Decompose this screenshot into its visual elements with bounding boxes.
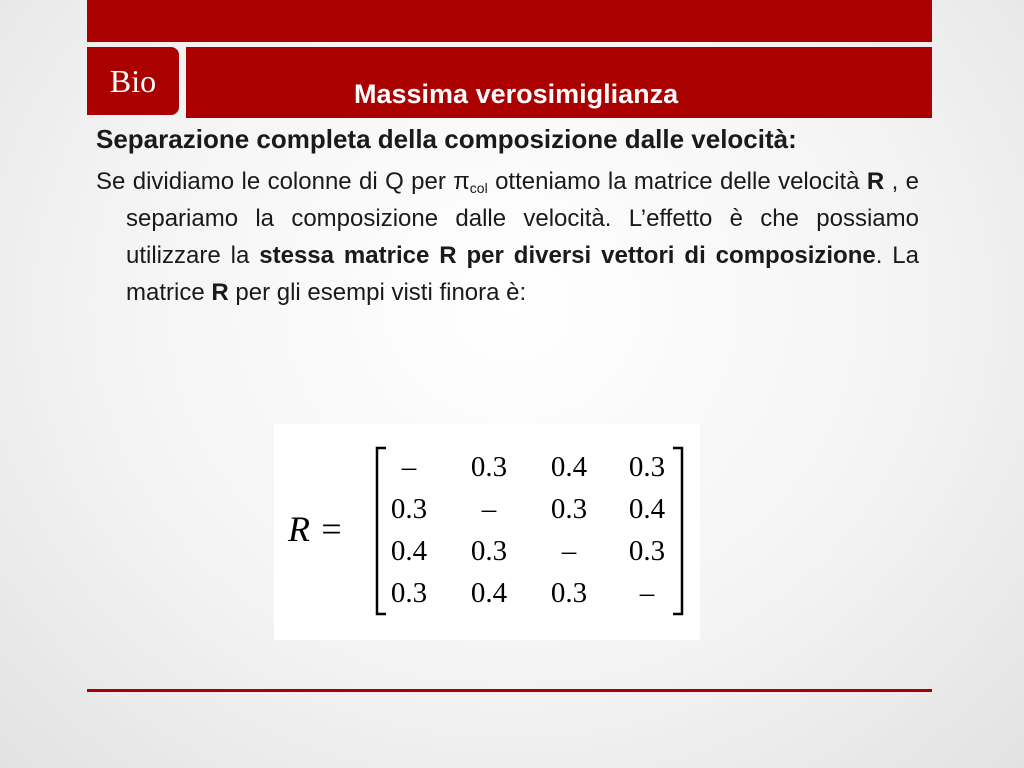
matrix-r-bold: R	[866, 168, 885, 195]
section-tag: Bio	[87, 47, 179, 115]
matrix-equation	[274, 424, 700, 640]
matrix-cell: 0.3	[550, 577, 588, 609]
bold-phrase: stessa matrice R per diversi vettori di composizione	[259, 242, 876, 269]
matrix-r-bold-2: R	[211, 279, 229, 306]
matrix-image	[274, 424, 700, 640]
slide-title: Massima verosimiglianza	[354, 79, 679, 109]
slide-content	[96, 122, 919, 311]
matrix-cell: 0.4	[390, 535, 428, 567]
para-text-5: per gli esempi visti finora è:	[228, 279, 527, 306]
matrix-cell: 0.3	[390, 493, 428, 525]
matrix-left-bracket	[377, 448, 386, 614]
matrix-cell: –	[481, 493, 497, 525]
pi-subscript: col	[469, 180, 488, 196]
matrix-cell: 0.3	[470, 451, 508, 483]
matrix-cell: 0.3	[628, 535, 666, 567]
body-paragraph	[96, 163, 919, 311]
matrix-cell: 0.3	[470, 535, 508, 567]
para-text-2: otteniamo la matrice delle velocità	[487, 168, 867, 195]
matrix-cell: –	[561, 535, 577, 567]
matrix-cell: –	[401, 451, 417, 483]
header-top-bar	[87, 0, 932, 42]
matrix-cell: 0.3	[628, 451, 666, 483]
matrix-cell: 0.3	[550, 493, 588, 525]
matrix-label: R =	[288, 509, 344, 549]
para-text-4: . La matrice	[126, 242, 920, 306]
matrix-cell: 0.4	[470, 577, 508, 609]
matrix-cell: –	[639, 577, 655, 609]
section-heading: Separazione completa della composizione dalle velocità:	[96, 124, 797, 154]
para-text-1: Se dividiamo le colonne di Q per π	[96, 168, 470, 195]
matrix-cell: 0.4	[628, 493, 666, 525]
matrix-cell: 0.3	[390, 577, 428, 609]
matrix-right-bracket	[673, 448, 682, 614]
title-bar	[186, 47, 932, 118]
footer-line	[87, 689, 932, 692]
matrix-cell: 0.4	[550, 451, 588, 483]
para-text-3: , e separiamo la composizione dalle velocità. L’effetto è che possiamo utilizzare la	[126, 168, 919, 269]
